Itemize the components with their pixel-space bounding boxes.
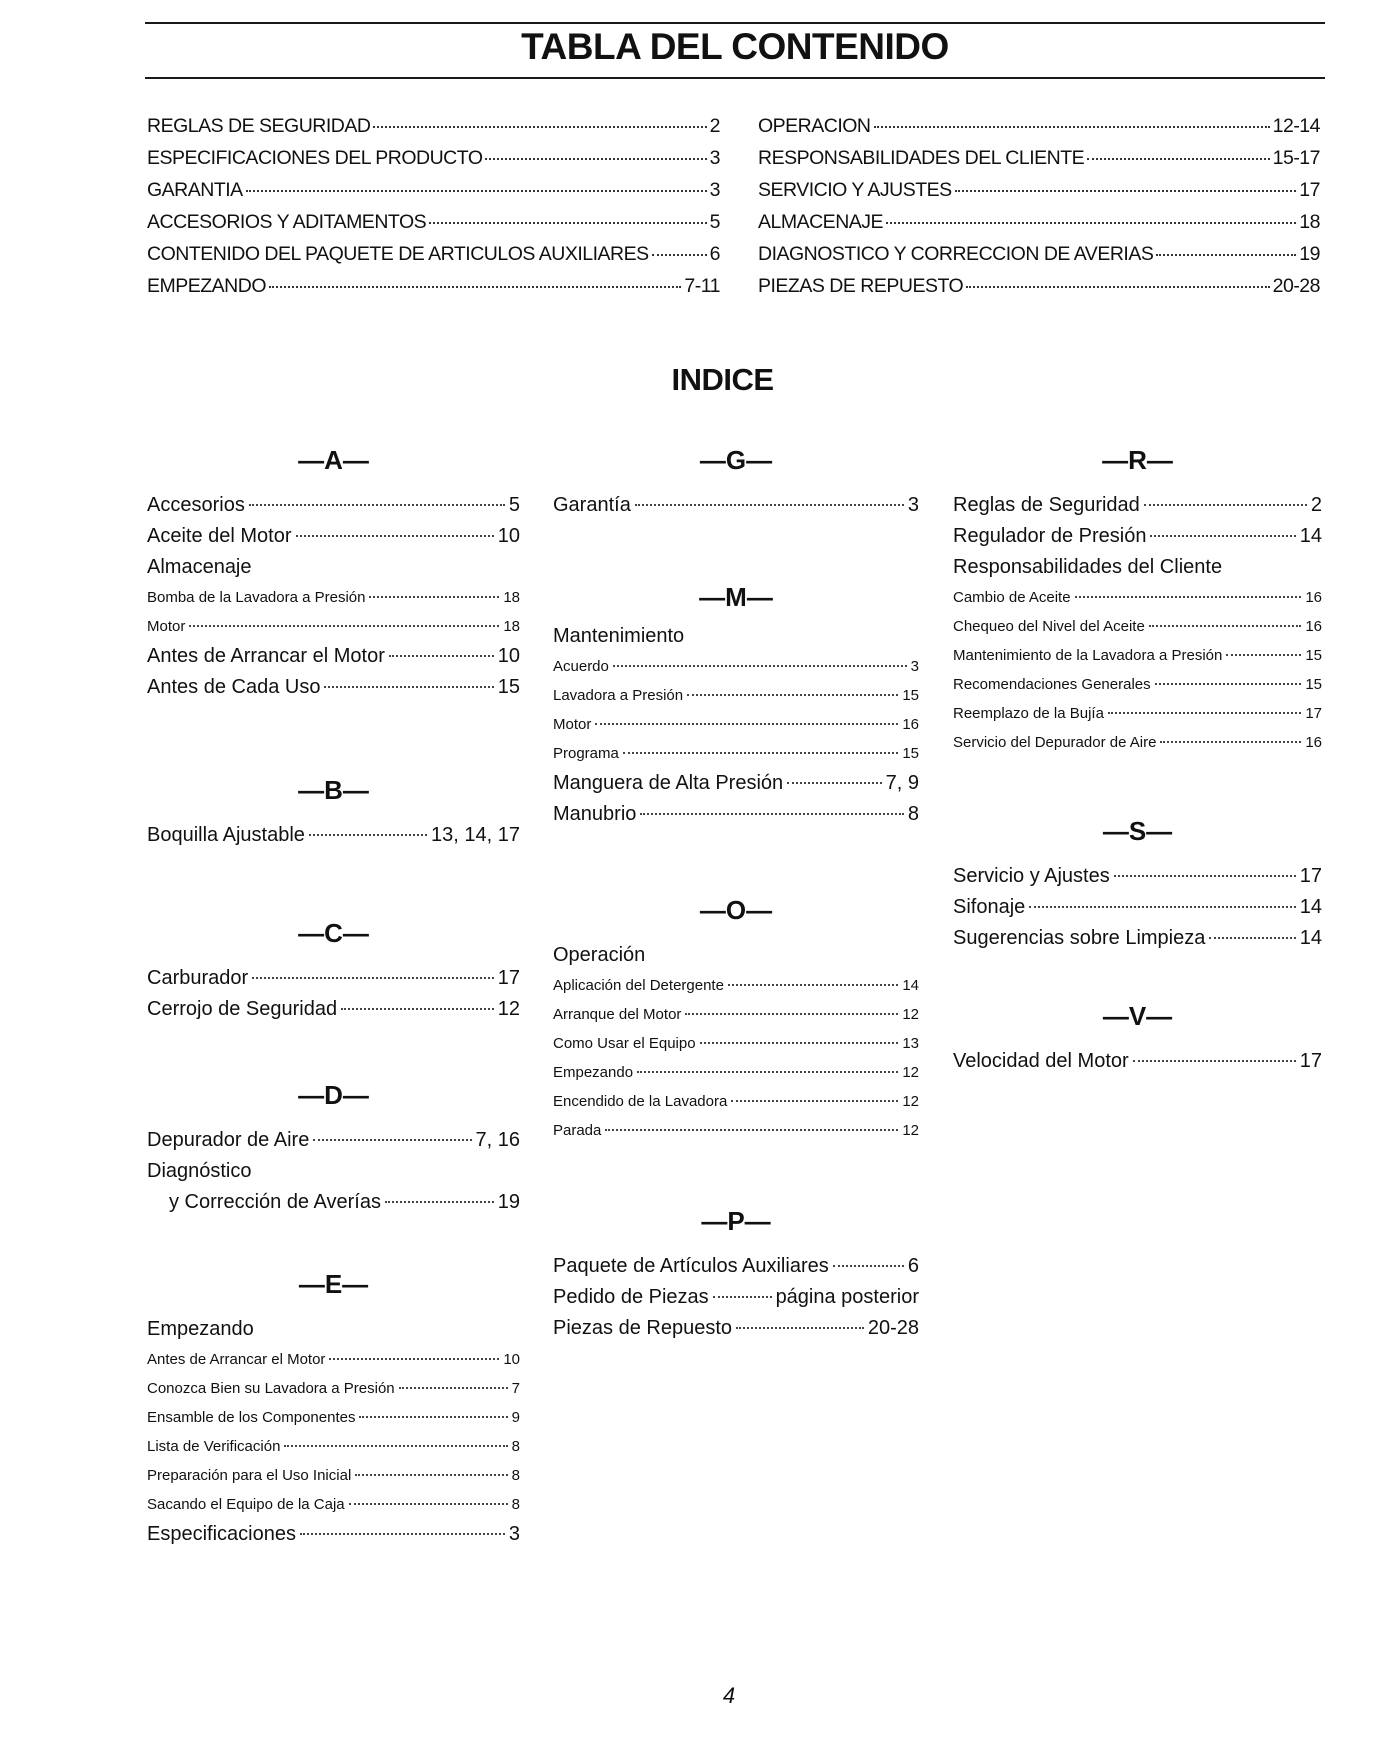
index-title: INDICE (671, 362, 774, 397)
toc-entry[interactable] (758, 275, 1320, 307)
index-entry[interactable] (953, 699, 1322, 728)
index-entry[interactable] (553, 1058, 919, 1087)
index-entry-page: 3 (907, 494, 919, 516)
leader-dots (359, 1416, 507, 1418)
index-entry-label: Motor (553, 716, 592, 733)
toc-entry-label: OPERACION (758, 115, 871, 137)
spacer (553, 521, 919, 577)
index-entry-label: Conozca Bien su Lavadora a Presión (147, 1380, 395, 1397)
toc-entry-label: ESPECIFICACIONES DEL PRODUCTO (147, 147, 483, 169)
index-letter-p: —P— (701, 1206, 771, 1236)
index-entry-label: Paquete de Artículos Auxiliares (553, 1255, 829, 1277)
index-entry[interactable] (553, 681, 919, 710)
index-entry-label: y Corrección de Averías (169, 1191, 381, 1213)
toc-entry-label: REGLAS DE SEGURIDAD (147, 115, 371, 137)
index-entry-page: 12 (902, 1064, 919, 1081)
leader-dots (1075, 596, 1302, 598)
index-subhead: Almacenaje (147, 556, 252, 578)
index-entry-page: 2 (1310, 494, 1322, 516)
toc-entry[interactable] (758, 179, 1320, 211)
index-letter-o: —O— (699, 895, 773, 925)
index-entry-page: 12 (902, 1006, 919, 1023)
index-entry-page: 16 (902, 716, 919, 733)
leader-dots (246, 190, 707, 192)
index-entry-page: 12 (902, 1122, 919, 1139)
toc-entry-page: 2 (709, 115, 720, 137)
toc-entry-page: 15-17 (1272, 147, 1320, 169)
index-entry-page: 8 (511, 1438, 520, 1455)
leader-dots (874, 126, 1270, 128)
toc-entry[interactable] (147, 179, 720, 211)
index-entry-label: Accesorios (147, 494, 245, 516)
leader-dots (1108, 712, 1301, 714)
index-entry-page: 16 (1305, 734, 1322, 751)
index-entry-page: 17 (1299, 1050, 1322, 1072)
index-entry-label: Chequeo del Nivel del Aceite (953, 618, 1145, 635)
toc-right-column (758, 115, 1320, 307)
index-entry[interactable] (553, 1313, 919, 1344)
index-entry-label: Antes de Cada Uso (147, 676, 321, 698)
index-entry[interactable] (553, 1251, 919, 1282)
leader-dots (389, 655, 494, 657)
index-entry[interactable] (953, 583, 1322, 612)
toc-entry-label: EMPEZANDO (147, 275, 267, 297)
title-underline (145, 77, 1325, 79)
leader-dots (324, 686, 493, 688)
leader-dots (1156, 254, 1296, 256)
index-entry-page: 7, 16 (475, 1129, 520, 1151)
index-entry-label: Antes de Arrancar el Motor (147, 1351, 326, 1368)
leader-dots (355, 1474, 507, 1476)
index-entry-label: Pedido de Piezas (553, 1286, 709, 1308)
index-entry-page: 15 (902, 687, 919, 704)
leader-dots (700, 1042, 899, 1044)
leader-dots (341, 1008, 494, 1010)
index-entry[interactable] (147, 1345, 520, 1374)
leader-dots (300, 1533, 505, 1535)
index-entry[interactable] (147, 1490, 520, 1519)
index-column-1 (147, 440, 520, 1550)
index-entry[interactable] (147, 1461, 520, 1490)
index-entry-label: Sifonaje (953, 896, 1026, 918)
toc-entry-page: 5 (709, 211, 720, 233)
index-letter-r: —R— (1102, 445, 1173, 475)
index-entry[interactable] (953, 861, 1322, 892)
spacer (147, 703, 520, 770)
leader-dots (1160, 741, 1301, 743)
index-entry-label: Lavadora a Presión (553, 687, 684, 704)
index-entry[interactable] (953, 670, 1322, 699)
index-subhead: Mantenimiento (553, 625, 685, 647)
index-entry-page: 15 (1305, 647, 1322, 664)
toc-entry[interactable] (147, 243, 720, 275)
index-entry-page: 3 (910, 658, 919, 675)
leader-dots (269, 286, 681, 288)
toc-entry-label: RESPONSABILIDADES DEL CLIENTE (758, 147, 1085, 169)
index-entry[interactable] (553, 1087, 919, 1116)
index-entry-page: 16 (1305, 618, 1322, 635)
leader-dots (1144, 504, 1307, 506)
toc-entry-label: SERVICIO Y AJUSTES (758, 179, 952, 201)
index-entry-label: Mantenimiento de la Lavadora a Presión (953, 647, 1223, 664)
index-entry-label: Motor (147, 618, 186, 635)
index-entry[interactable] (553, 1000, 919, 1029)
toc-entry-label: ACCESORIOS Y ADITAMENTOS (147, 211, 427, 233)
index-entry-label: Piezas de Repuesto (553, 1317, 733, 1339)
leader-dots (485, 158, 706, 160)
leader-dots (605, 1129, 898, 1131)
toc-entry-page: 17 (1299, 179, 1320, 201)
index-subhead: Operación (553, 944, 646, 966)
toc-entry-label: CONTENIDO DEL PAQUETE DE ARTICULOS AUXILIARES (147, 243, 649, 265)
leader-dots (252, 977, 494, 979)
index-entry[interactable] (553, 652, 919, 681)
index-entry-label: Sacando el Equipo de la Caja (147, 1496, 345, 1513)
index-entry-label: Aplicación del Detergente (553, 977, 724, 994)
leader-dots (637, 1071, 898, 1073)
index-entry-page: 15 (902, 745, 919, 762)
index-subhead: Empezando (147, 1318, 254, 1340)
spacer (147, 1025, 520, 1075)
index-entry-label: Antes de Arrancar el Motor (147, 645, 385, 667)
index-entry-label: Ensamble de los Componentes (147, 1409, 356, 1426)
index-entry[interactable] (147, 641, 520, 672)
index-column-2 (553, 440, 919, 1344)
leader-dots (329, 1358, 499, 1360)
spacer (553, 1145, 919, 1201)
leader-dots (955, 190, 1297, 192)
index-entry-page: 8 (907, 803, 919, 825)
spacer (953, 757, 1322, 811)
leader-dots (687, 694, 898, 696)
index-entry[interactable] (553, 490, 919, 521)
index-entry[interactable] (147, 490, 520, 521)
spacer (553, 830, 919, 890)
toc-entry[interactable] (758, 147, 1320, 179)
leader-dots (399, 1387, 508, 1389)
index-entry-page: 17 (497, 967, 520, 989)
page-number: 4 (722, 1683, 736, 1708)
index-entry-label: Empezando (553, 1064, 634, 1081)
index-entry-page: 9 (511, 1409, 520, 1426)
index-entry[interactable] (147, 820, 520, 851)
toc-entry-page: 6 (709, 243, 720, 265)
index-entry[interactable] (147, 672, 520, 703)
index-entry[interactable] (553, 1116, 919, 1145)
index-entry-label: Arranque del Motor (553, 1006, 682, 1023)
toc-entry-page: 19 (1299, 243, 1320, 265)
leader-dots (635, 504, 904, 506)
index-entry-label: Sugerencias sobre Limpieza (953, 927, 1206, 949)
index-entry-label: Bomba de la Lavadora a Presión (147, 589, 366, 606)
index-entry[interactable] (553, 1029, 919, 1058)
toc-left-column (147, 115, 720, 307)
index-entry[interactable] (953, 612, 1322, 641)
index-entry-label: Como Usar el Equipo (553, 1035, 696, 1052)
index-entry[interactable] (147, 1187, 520, 1218)
index-entry[interactable] (553, 710, 919, 739)
leader-dots (1029, 906, 1295, 908)
index-entry[interactable] (953, 892, 1322, 923)
spacer (953, 954, 1322, 996)
index-entry-label: Manubrio (553, 803, 637, 825)
index-entry-page: 3 (508, 1523, 520, 1545)
index-entry-page: 6 (907, 1255, 919, 1277)
leader-dots (833, 1265, 904, 1267)
index-entry[interactable] (953, 490, 1322, 521)
toc-entry-label: DIAGNOSTICO Y CORRECCION DE AVERIAS (758, 243, 1154, 265)
toc-entry[interactable] (758, 243, 1320, 275)
leader-dots (1209, 937, 1295, 939)
index-entry-label: Programa (553, 745, 619, 762)
leader-dots (1114, 875, 1296, 877)
index-entry-page: 12 (902, 1093, 919, 1110)
index-entry-label: Reemplazo de la Bujía (953, 705, 1104, 722)
leader-dots (1149, 625, 1302, 627)
index-entry-page: 20-28 (867, 1317, 919, 1339)
index-entry-page: 14 (1299, 896, 1322, 918)
index-entry[interactable] (953, 1046, 1322, 1077)
spacer (147, 1218, 520, 1264)
index-entry[interactable] (147, 521, 520, 552)
index-entry-label: Cambio de Aceite (953, 589, 1071, 606)
leader-dots (296, 535, 494, 537)
leader-dots (1155, 683, 1302, 685)
index-letter-d: —D— (298, 1080, 369, 1110)
leader-dots (249, 504, 505, 506)
index-entry-page: 15 (1305, 676, 1322, 693)
index-entry-page: 7, 9 (885, 772, 919, 794)
index-entry-label: Garantía (553, 494, 631, 516)
toc-entry[interactable] (758, 211, 1320, 243)
index-entry-label: Depurador de Aire (147, 1129, 310, 1151)
index-entry-page: 18 (503, 618, 520, 635)
index-entry-label: Servicio del Depurador de Aire (953, 734, 1157, 751)
leader-dots (1226, 654, 1301, 656)
index-entry[interactable] (147, 1125, 520, 1156)
index-letter-m: —M— (699, 582, 773, 612)
index-entry-page: 5 (508, 494, 520, 516)
index-entry-page: 8 (511, 1496, 520, 1513)
toc-entry-page: 7-11 (684, 275, 720, 297)
index-letter-v: —V— (1102, 1001, 1173, 1031)
spacer (147, 851, 520, 913)
index-entry-page: 14 (1299, 927, 1322, 949)
index-entry[interactable] (953, 923, 1322, 954)
toc-entry-label: GARANTIA (147, 179, 243, 201)
index-entry-label: Acuerdo (553, 658, 609, 675)
index-entry-page: 19 (497, 1191, 520, 1213)
index-letter-a: —A— (298, 445, 369, 475)
index-entry-label: Reglas de Seguridad (953, 494, 1140, 516)
index-entry-page: página posterior (775, 1286, 919, 1308)
leader-dots (787, 782, 881, 784)
index-entry[interactable] (147, 1432, 520, 1461)
index-entry-page: 16 (1305, 589, 1322, 606)
index-entry-label: Lista de Verificación (147, 1438, 281, 1455)
index-entry-page: 17 (1299, 865, 1322, 887)
leader-dots (429, 222, 707, 224)
index-entry-label: Regulador de Presión (953, 525, 1147, 547)
leader-dots (373, 126, 706, 128)
index-letter-s: —S— (1102, 816, 1173, 846)
leader-dots (640, 813, 903, 815)
leader-dots (736, 1327, 864, 1329)
index-entry[interactable] (147, 1403, 520, 1432)
index-letter-b: —B— (298, 775, 369, 805)
leader-dots (313, 1139, 471, 1141)
index-entry-page: 10 (497, 525, 520, 547)
index-entry-page: 10 (497, 645, 520, 667)
index-entry-label: Recomendaciones Generales (953, 676, 1151, 693)
leader-dots (623, 752, 898, 754)
index-entry[interactable] (553, 739, 919, 768)
leader-dots (1133, 1060, 1296, 1062)
leader-dots (284, 1445, 507, 1447)
leader-dots (595, 723, 898, 725)
toc-entry-label: PIEZAS DE REPUESTO (758, 275, 964, 297)
index-entry[interactable] (147, 583, 520, 612)
leader-dots (1087, 158, 1269, 160)
index-column-3 (953, 440, 1322, 1077)
index-entry-label: Encendido de la Lavadora (553, 1093, 728, 1110)
index-entry[interactable] (553, 1282, 919, 1313)
leader-dots (652, 254, 707, 256)
index-entry-page: 15 (497, 676, 520, 698)
leader-dots (309, 834, 427, 836)
toc-entry-page: 3 (709, 179, 720, 201)
index-subhead: Responsabilidades del Cliente (953, 556, 1223, 578)
index-entry[interactable] (953, 728, 1322, 757)
index-entry-label: Velocidad del Motor (953, 1050, 1129, 1072)
index-entry-label: Parada (553, 1122, 602, 1139)
index-entry[interactable] (147, 1374, 520, 1403)
index-entry-page: 13 (902, 1035, 919, 1052)
index-entry-page: 18 (503, 589, 520, 606)
leader-dots (886, 222, 1296, 224)
toc-entry[interactable] (147, 275, 720, 307)
index-entry-label: Especificaciones (147, 1523, 296, 1545)
index-entry[interactable] (147, 963, 520, 994)
index-letter-g: —G— (699, 445, 773, 475)
leader-dots (369, 596, 499, 598)
leader-dots (613, 665, 907, 667)
toc-entry[interactable] (147, 211, 720, 243)
index-entry-label: Boquilla Ajustable (147, 824, 305, 846)
top-rule (145, 22, 1325, 24)
toc-entry-page: 18 (1299, 211, 1320, 233)
index-entry-label: Cerrojo de Seguridad (147, 998, 338, 1020)
toc-entry-page: 12-14 (1272, 115, 1320, 137)
leader-dots (349, 1503, 508, 1505)
leader-dots (728, 984, 898, 986)
index-entry-label: Manguera de Alta Presión (553, 772, 784, 794)
index-entry-page: 12 (497, 998, 520, 1020)
index-entry-label: Preparación para el Uso Inicial (147, 1467, 352, 1484)
index-entry[interactable] (553, 799, 919, 830)
index-entry[interactable] (147, 994, 520, 1025)
page-title: TABLA DEL CONTENIDO (521, 26, 949, 67)
leader-dots (385, 1201, 494, 1203)
index-entry[interactable] (553, 768, 919, 799)
leader-dots (731, 1100, 898, 1102)
toc-entry[interactable] (147, 147, 720, 179)
toc-entry[interactable] (147, 115, 720, 147)
index-entry-page: 17 (1305, 705, 1322, 722)
toc-entry-page: 20-28 (1272, 275, 1320, 297)
index-entry[interactable] (147, 1519, 520, 1550)
leader-dots (189, 625, 499, 627)
leader-dots (1150, 535, 1295, 537)
index-entry-page: 14 (902, 977, 919, 994)
index-entry-page: 14 (1299, 525, 1322, 547)
leader-dots (713, 1296, 772, 1298)
index-letter-e: —E— (298, 1269, 369, 1299)
index-entry[interactable] (953, 521, 1322, 552)
index-entry[interactable] (553, 971, 919, 1000)
index-subhead: Diagnóstico (147, 1160, 252, 1182)
index-entry[interactable] (147, 612, 520, 641)
toc-entry[interactable] (758, 115, 1320, 147)
index-entry-page: 10 (503, 1351, 520, 1368)
index-entry-label: Carburador (147, 967, 249, 989)
index-entry[interactable] (953, 641, 1322, 670)
leader-dots (685, 1013, 898, 1015)
index-letter-c: —C— (298, 918, 369, 948)
index-entry-page: 8 (511, 1467, 520, 1484)
index-entry-page: 7 (511, 1380, 520, 1397)
toc-entry-page: 3 (709, 147, 720, 169)
index-entry-label: Aceite del Motor (147, 525, 292, 547)
index-entry-page: 13, 14, 17 (431, 824, 520, 846)
toc-entry-label: ALMACENAJE (758, 211, 884, 233)
leader-dots (966, 286, 1269, 288)
index-entry-label: Servicio y Ajustes (953, 865, 1110, 887)
